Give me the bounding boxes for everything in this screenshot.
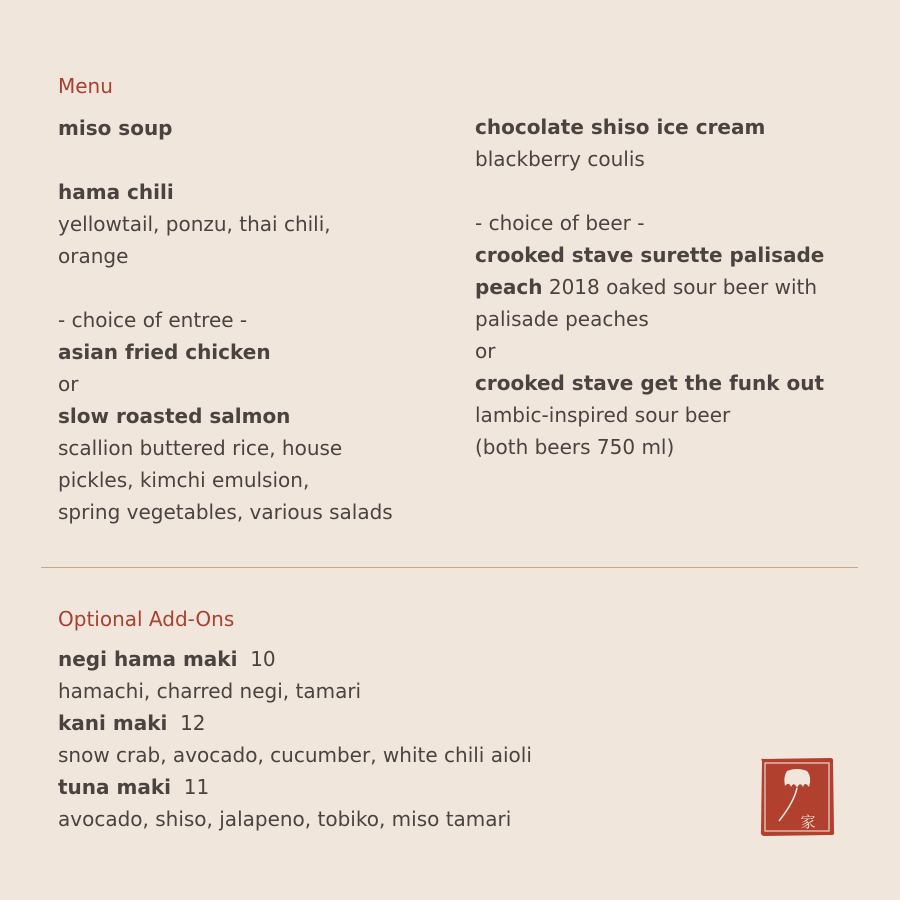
- entree-desc-3: spring vegetables, various salads: [58, 500, 393, 524]
- menu-title: Menu: [58, 74, 113, 98]
- addon-item: [58, 643, 532, 675]
- beer-or: or: [475, 339, 496, 363]
- beer-prompt: - choice of beer -: [475, 211, 645, 235]
- addon-price: 10: [250, 647, 276, 671]
- hama-chili-desc-1: yellowtail, ponzu, thai chili,: [58, 212, 331, 236]
- dessert-item: chocolate shiso ice cream: [475, 115, 766, 139]
- addon-item: [58, 707, 532, 739]
- hama-chili-desc-2: orange: [58, 244, 129, 268]
- beer-1-line-2: [475, 271, 824, 303]
- entree-desc-1: scallion buttered rice, house: [58, 436, 343, 460]
- beer-2-desc: lambic-inspired sour beer: [475, 403, 731, 427]
- dessert-desc: blackberry coulis: [475, 147, 645, 171]
- seal-glyph: 家: [800, 813, 816, 831]
- addon-item: [58, 771, 532, 803]
- addons-title: Optional Add-Ons: [58, 607, 235, 631]
- hama-chili-item: hama chili: [58, 180, 174, 204]
- beer-1-name: crooked stave surette palisade: [475, 243, 825, 267]
- addon-price: 11: [183, 775, 210, 799]
- entree-desc-2: pickles, kimchi emulsion,: [58, 468, 310, 492]
- slow-roasted-salmon-item: slow roasted salmon: [58, 404, 291, 428]
- miso-soup-item: miso soup: [58, 116, 173, 140]
- addon-name: tuna maki: [58, 775, 171, 799]
- entree-prompt: - choice of entree -: [58, 308, 248, 332]
- restaurant-seal-logo: [759, 757, 835, 837]
- beer-1-desc-2: palisade peaches: [475, 307, 649, 331]
- addons-list: [58, 643, 532, 835]
- asian-fried-chicken-item: asian fried chicken: [58, 340, 271, 364]
- addon-name: kani maki: [58, 711, 168, 735]
- ginkgo-leaf-icon: [759, 757, 835, 837]
- menu-right-column: [475, 111, 824, 463]
- addon-desc: snow crab, avocado, cucumber, white chili aioli: [58, 743, 532, 767]
- addon-name: negi hama maki: [58, 647, 238, 671]
- addon-desc: hamachi, charred negi, tamari: [58, 679, 362, 703]
- beer-1-name-end: peach: [475, 275, 543, 299]
- beer-2-name: crooked stave get the funk out: [475, 371, 825, 395]
- beer-1-desc: 2018 oaked sour beer with: [542, 275, 818, 299]
- section-divider: [41, 567, 858, 568]
- addon-price: 12: [180, 711, 206, 735]
- menu-left-column: [58, 112, 393, 528]
- beer-note: (both beers 750 ml): [475, 435, 675, 459]
- addon-desc: avocado, shiso, jalapeno, tobiko, miso tamari: [58, 807, 512, 831]
- entree-or: or: [58, 372, 79, 396]
